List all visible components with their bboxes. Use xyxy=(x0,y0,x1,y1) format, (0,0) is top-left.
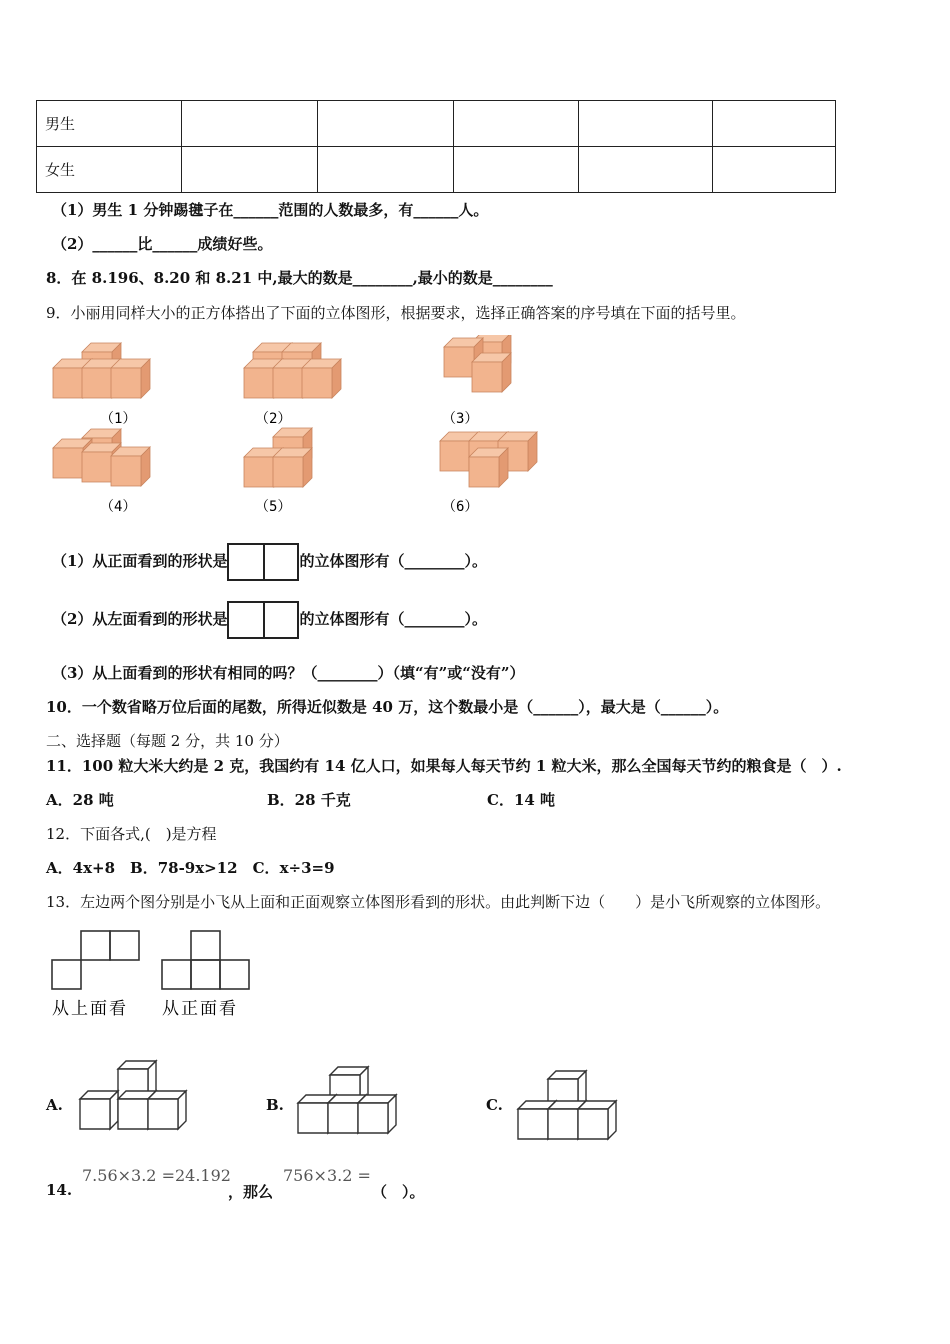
q12-stem: 12．下面各式,( )是方程 xyxy=(46,825,217,843)
figure-caption-5: （5） xyxy=(255,499,292,515)
q13-stem: 13．左边两个图分别是小飞从上面和正面观察立体图形看到的形状。由此判断下边（ ）是小飞所观察的立体图形。 xyxy=(46,893,831,911)
two-square-shape xyxy=(227,601,299,639)
q11-option-a: A．28 吨 xyxy=(46,791,114,809)
option-a-figure xyxy=(80,1061,186,1129)
figure-caption-6: （6） xyxy=(442,499,479,515)
q14-expression: 756×3.2 = xyxy=(283,1166,371,1185)
two-square-shape xyxy=(227,543,299,581)
cube-figure-3 xyxy=(444,335,511,392)
q9-part2-suffix: 的立体图形有（________）。 xyxy=(299,610,487,628)
view-label-front: 从正面看 xyxy=(162,999,238,1019)
q13-view-diagrams xyxy=(48,928,258,1023)
q7-part2: （2）______比______成绩好些。 xyxy=(52,235,273,253)
q13-answer-figures xyxy=(70,1055,630,1145)
cube-figure-2 xyxy=(244,343,341,398)
q7-part1: （1）男生 1 分钟踢毽子在______范围的人数最多，有______人。 xyxy=(52,201,489,219)
q13-option-a-label: A. xyxy=(46,1096,63,1114)
cube-figure-4 xyxy=(53,429,150,486)
cube-figure-6 xyxy=(440,432,537,487)
q11-option-b: B．28 千克 xyxy=(267,791,351,809)
table-row-girls xyxy=(37,147,836,193)
cube-figure-5 xyxy=(244,428,312,487)
q10-text: 10．一个数省略万位后面的尾数，所得近似数是 40 万，这个数最小是（______），最大是（______）。 xyxy=(46,698,729,716)
section-2-heading: 二、选择题（每题 2 分，共 10 分） xyxy=(46,732,289,750)
q9-part1-suffix: 的立体图形有（________）。 xyxy=(299,552,487,570)
q9-part2 xyxy=(52,601,487,639)
row-label-boys: 男生 xyxy=(37,101,182,147)
table-cell xyxy=(454,147,579,193)
q8-text: 8．在 8.196、8.20 和 8.21 中,最大的数是________,最小的数是________ xyxy=(46,269,553,287)
q12-options: A．4x+8 B．78-9x>12 C．x÷3=9 xyxy=(46,859,335,877)
q14-given-equation: 7.56×3.2 =24.192 xyxy=(82,1166,231,1185)
q11-option-c: C．14 吨 xyxy=(487,791,556,809)
figure-caption-3: （3） xyxy=(442,411,479,427)
option-b-figure xyxy=(298,1067,396,1133)
figure-caption-4: （4） xyxy=(100,499,137,515)
q14-number: 14. xyxy=(46,1181,73,1199)
table-cell xyxy=(318,147,454,193)
q14-answer-blank: （ ）。 xyxy=(372,1183,425,1201)
option-c-figure xyxy=(518,1071,616,1139)
q14-connector: ，那么 xyxy=(228,1183,274,1201)
table-cell xyxy=(182,101,318,147)
q13-option-c-label: C. xyxy=(486,1096,503,1114)
table-cell xyxy=(318,101,454,147)
table-cell xyxy=(713,147,836,193)
figure-caption-1: （1） xyxy=(100,411,137,427)
table-cell xyxy=(579,147,713,193)
q9-stem: 9．小丽用同样大小的正方体搭出了下面的立体图形，根据要求，选择正确答案的序号填在下面的括号里。 xyxy=(46,304,746,322)
table-row-boys xyxy=(37,101,836,147)
table-cell xyxy=(713,101,836,147)
table-cell xyxy=(182,147,318,193)
row-label-girls: 女生 xyxy=(37,147,182,193)
q9-cube-figures xyxy=(40,335,540,520)
q9-part1 xyxy=(52,543,487,581)
q9-part2-prefix: （2）从左面看到的形状是 xyxy=(52,610,228,628)
score-table xyxy=(36,100,836,193)
q11-stem: 11．100 粒大米大约是 2 克，我国约有 14 亿人口，如果每人每天节约 1 粒大米，那么全国每天节约的粮食是（ ）. xyxy=(46,757,842,775)
q9-part1-prefix: （1）从正面看到的形状是 xyxy=(52,552,228,570)
view-label-top: 从上面看 xyxy=(52,999,128,1019)
cube-figure-1 xyxy=(53,343,150,398)
q9-part3: （3）从上面看到的形状有相同的吗？（________）（填“有”或“没有”） xyxy=(52,664,525,682)
figure-caption-2: （2） xyxy=(255,411,292,427)
table-cell xyxy=(454,101,579,147)
table-cell xyxy=(579,101,713,147)
q13-option-b-label: B. xyxy=(266,1096,284,1114)
